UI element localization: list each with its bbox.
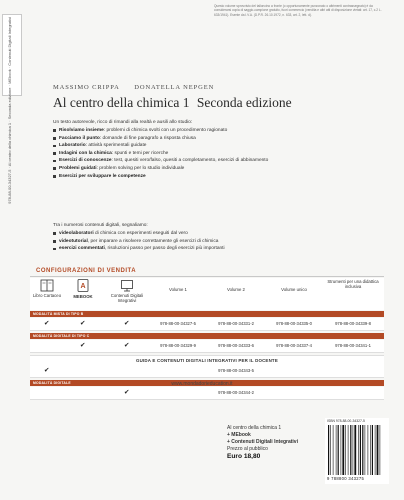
- legal-notice: Questo volume sprovvisto del talloncino a fronte (o opportunamente punzonato o altrimenti contrassegnato) è da considerarsi copia di saggio-campione gratuito, fuori commercio (vendita e altri atti di disposizione vietati: art. 17, c.2 L. 633/1941). Esente da I.V.A. (D.P.R. 26.10.1972, n. 633, art. 2, lett. d).: [214, 4, 382, 17]
- barcode-isbn-text: ISBN 978-88-00-34327-5: [327, 419, 365, 423]
- divider: [30, 276, 384, 277]
- product-line-1: Al centro della chimica 1: [227, 425, 282, 431]
- check-icon: ✔: [124, 320, 130, 327]
- publisher-website: www.mondadorieducation.it: [171, 381, 233, 387]
- header-contenuti: Contenuti Digitali Integrativi: [110, 293, 144, 303]
- sales-config-title: CONFIGURAZIONI DI VENDITA: [36, 268, 137, 274]
- isbn-cell: 978-88-00-34331-2: [218, 321, 254, 326]
- book-icon: [40, 279, 54, 292]
- teacher-guide-label: GUIDA E CONTENUTI DIGITALI INTEGRATIVI PER IL DOCENTE: [136, 358, 278, 363]
- header-volume-2: Volume 2: [227, 287, 245, 292]
- svg-text:A: A: [80, 283, 86, 290]
- isbn-cell: 978-88-00-34344-2: [218, 390, 254, 395]
- feature-item: Esercizi di conoscenze: test, quesiti vero/falso, quesiti a completamento, esercizi di abbinamento: [53, 157, 268, 165]
- author-2: DONATELLA NEPGEN: [134, 84, 215, 91]
- isbn-cell: 978-88-00-34333-6: [218, 343, 254, 348]
- feature-item: Indagini con la chimica: spunti e temi per ricerche: [53, 150, 268, 158]
- feature-list: [53, 127, 268, 180]
- section-bar-tipo-b: [30, 311, 384, 317]
- sticker-text: 978-88-00-34327-5 · Al centro della chimica 1 · Seconda edizione · MEbook · Contenuti Digitali Integrativi: [7, 17, 12, 204]
- check-icon: ✔: [124, 389, 130, 396]
- table-row: [30, 340, 384, 353]
- isbn-cell: 978-88-00-34343-5: [218, 368, 254, 373]
- header-mebook: MEBOOK: [73, 294, 93, 299]
- purchase-info: [227, 425, 298, 460]
- check-icon: ✔: [80, 320, 86, 327]
- intro-text: Un testo autorevole, ricco di rimandi alla realtà e ausili allo studio:: [53, 120, 193, 125]
- section-label: MODALITÀ MISTA DI TIPO B: [33, 311, 84, 316]
- feature-item: Facciamo il punto: domande di fine paragrafo a risposta chiusa: [53, 135, 268, 143]
- header-volume-1: Volume 1: [169, 287, 187, 292]
- feature-item: Risolviamo insieme: problemi di chimica svolti con un procedimento ragionato: [53, 127, 268, 135]
- isbn-sticker: [2, 14, 22, 204]
- digital-content-list: [53, 230, 225, 253]
- barcode-bars: [327, 425, 387, 475]
- digital-intro-text: Tra i numerosi contenuti digitali, segnaliamo:: [53, 223, 148, 228]
- header-strumenti: Strumenti per una didattica inclusiva: [327, 279, 379, 289]
- check-icon: ✔: [44, 367, 50, 374]
- book-title: [53, 95, 292, 111]
- isbn-cell: 978-88-00-34327-5: [160, 321, 196, 326]
- isbn-cell: 978-88-00-34335-0: [276, 321, 312, 326]
- price-value: Euro 18,80: [227, 453, 261, 460]
- product-line-2: + MEbook: [227, 432, 251, 438]
- digital-content-icon: [120, 279, 134, 292]
- feature-item: Laboratorio: attività sperimentali guidate: [53, 142, 268, 150]
- product-line-3: + Contenuti Digitali Integrativi: [227, 439, 298, 445]
- table-header: [30, 278, 384, 310]
- table-row: [30, 365, 384, 378]
- section-label: MODALITÀ DIGITALE DI TIPO C: [33, 333, 90, 338]
- feature-item: Problemi guidati: problem solving per lo studio individuale: [53, 165, 268, 173]
- isbn-cell: 978-88-00-34339-8: [335, 321, 371, 326]
- authors: [53, 84, 226, 91]
- check-icon: ✔: [44, 320, 50, 327]
- price-label: Prezzo al pubblico: [227, 446, 268, 452]
- digital-item: videolaboratori di chimica con esperimenti eseguiti dal vero: [53, 230, 225, 238]
- table-row: [30, 387, 384, 400]
- digital-item: videotutorial, per imparare a risolvere correttamente gli esercizi di chimica: [53, 238, 225, 246]
- title-text: Al centro della chimica 1: [53, 95, 190, 110]
- feature-item: Esercizi per sviluppare le competenze: [53, 173, 268, 181]
- isbn-cell: 978-88-00-34329-9: [160, 343, 196, 348]
- table-row: [30, 318, 384, 331]
- check-icon: ✔: [80, 342, 86, 349]
- edition-text: Seconda edizione: [196, 95, 292, 110]
- header-libro: Libro Cartaceo: [32, 293, 62, 298]
- barcode: [325, 418, 389, 484]
- isbn-cell: 978-88-00-34341-1: [335, 343, 371, 348]
- header-volume-unico: Volume unico: [281, 287, 307, 292]
- isbn-cell: 978-88-00-34337-4: [276, 343, 312, 348]
- section-bar-tipo-c: [30, 333, 384, 339]
- digital-item: esercizi commentati, risoluzioni passo per passo degli esercizi più importanti: [53, 245, 225, 253]
- author-1: MASSIMO CRIPPA: [53, 84, 120, 91]
- section-label: MODALITÀ DIGITALE: [33, 380, 71, 385]
- mebook-icon: [76, 279, 90, 292]
- barcode-number: 9 788800 343275: [327, 476, 365, 481]
- check-icon: ✔: [124, 342, 130, 349]
